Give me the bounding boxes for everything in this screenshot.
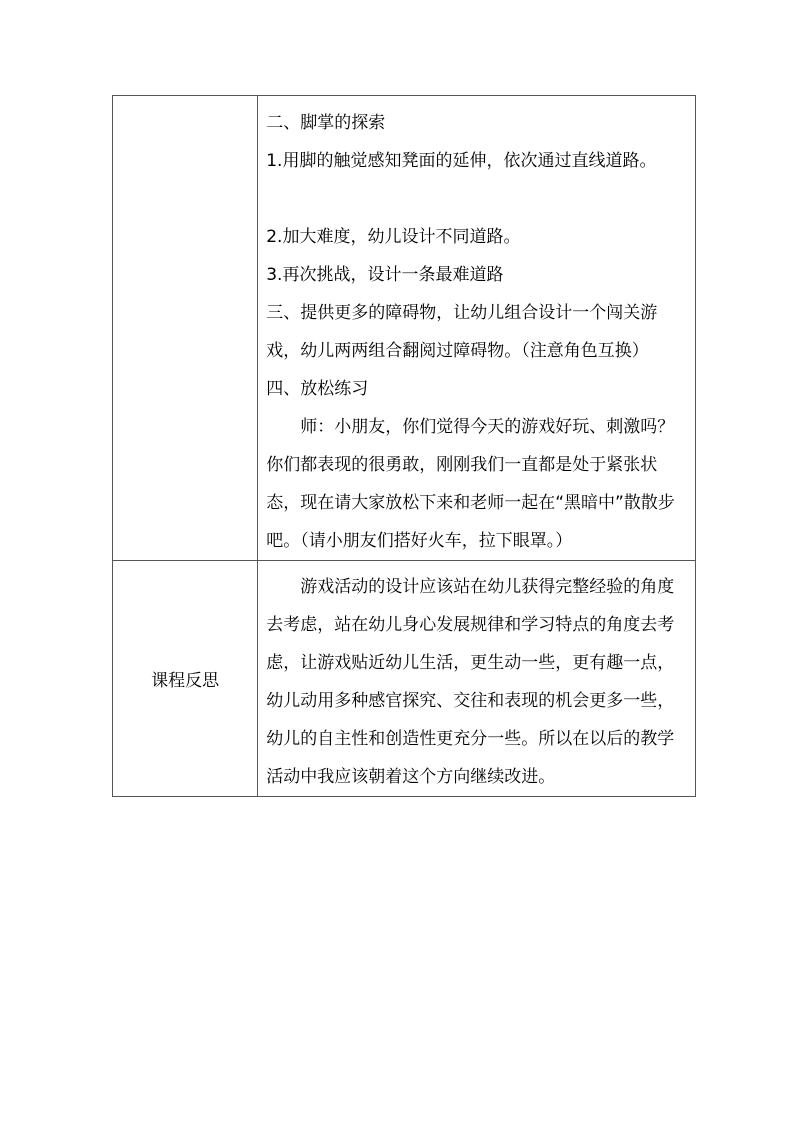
row-label-cell-empty — [113, 96, 258, 561]
step-3-text: 3.再次挑战，设计一条最难道路 — [266, 265, 504, 285]
table-row-activity — [113, 96, 696, 561]
activity-content-cell — [258, 96, 696, 561]
section-heading-sole-exploration: 二、脚掌的探索 — [266, 113, 386, 133]
lesson-plan-table — [112, 95, 696, 797]
reflection-content-cell — [258, 561, 696, 797]
blank-line — [266, 180, 691, 218]
table-row-reflection — [113, 561, 696, 797]
row-label-cell-reflection — [113, 561, 258, 797]
step-2-text: 2.加大难度，幼儿设计不同道路。 — [266, 227, 521, 247]
row-label-course-reflection: 课程反思 — [151, 671, 220, 691]
reflection-text: 游戏活动的设计应该站在幼儿获得完整经验的角度去考虑，站在幼儿身心发展规律和学习特点的角度去考虑，让游戏贴近幼儿生活，更生动一些，更有趣一点，幼儿动用多种感官探究、交往和表现的机会更多一些，幼儿的自主性和创造性更充分一些。所以在以后的教学活动中我应该朝着这个方向继续改进。 — [266, 577, 675, 787]
section-heading-relax: 四、放松练习 — [266, 379, 369, 399]
step-1-text: 1.用脚的触觉感知凳面的延伸，依次通过直线道路。 — [266, 151, 657, 171]
teacher-dialogue-text: 师：小朋友，你们觉得今天的游戏好玩、刺激吗？你们都表现的很勇敢，刚刚我们一直都是处于紧张状态，现在请大家放松下来和老师一起在“黑暗中”散散步吧。（请小朋友们搭好火车，拉下眼罩。） — [266, 417, 675, 551]
section-heading-obstacles: 三、提供更多的障碍物，让幼儿组合设计一个闯关游戏，幼儿两两组合翻阅过障碍物。（注意角色互换） — [266, 303, 658, 361]
